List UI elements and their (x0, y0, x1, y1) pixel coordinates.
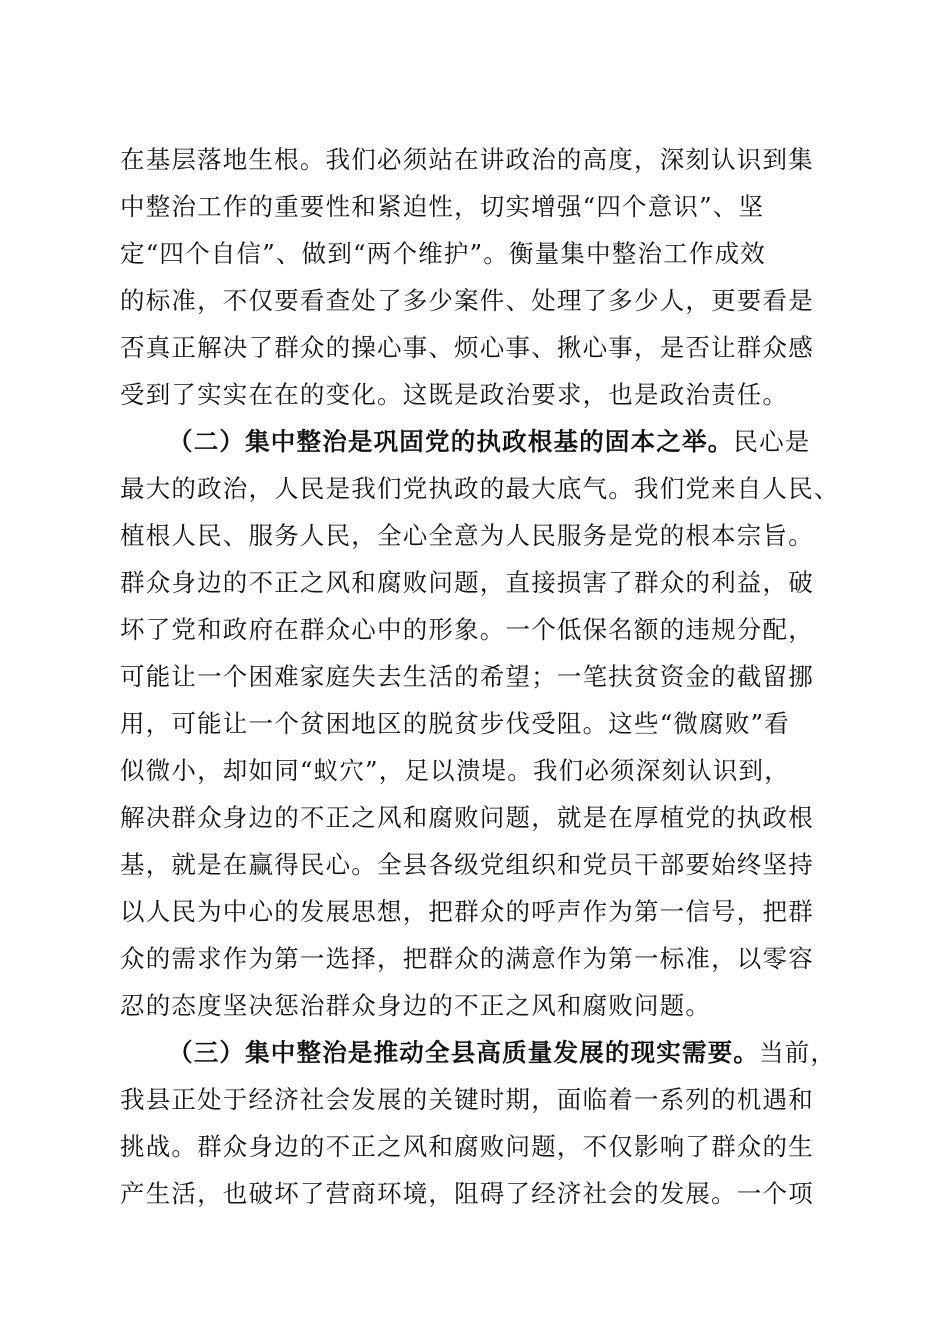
text-line: 似微小，却如同“蚁穴”，足以溃堤。我们必须深刻认识到， (120, 756, 790, 785)
text-line: 植根人民、服务人民，全心全意为人民服务是党的根本宗旨。 (120, 521, 814, 550)
text-line: 在基层落地生根。我们必须站在讲政治的高度，深刻认识到集 (120, 145, 814, 174)
text-line: 的标准，不仅要看查处了多少案件、处理了多少人，更要看是 (120, 286, 814, 315)
text-run: 当前， (759, 1038, 837, 1067)
text-line: 忍的态度坚决惩治群众身边的不正之风和腐败问题。 (120, 991, 712, 1020)
text-line: 可能让一个困难家庭失去生活的希望；一笔扶贫资金的截留挪 (120, 662, 814, 691)
text-line: 中整治工作的重要性和紧迫性，切实增强“四个意识”、坚 (120, 192, 765, 221)
text-line: 众的需求作为第一选择，把群众的满意作为第一标准，以零容 (120, 944, 814, 973)
text-line: 基，就是在赢得民心。全县各级党组织和党员干部要始终坚持 (120, 850, 814, 879)
text-line: 以人民为中心的发展思想，把群众的呼声作为第一信号，把群 (120, 897, 814, 926)
text-line: 我县正处于经济社会发展的关键时期，面临着一系列的机遇和 (120, 1085, 814, 1114)
text-line: 挑战。群众身边的不正之风和腐败问题，不仅影响了群众的生 (120, 1132, 814, 1161)
text-line: 用，可能让一个贫困地区的脱贫步伐受阻。这些“微腐败”看 (120, 709, 790, 738)
text-line: 定“四个自信”、做到“两个维护”。衡量集中整治工作成效 (120, 239, 766, 268)
text-line: 最大的政治，人民是我们党执政的最大底气。我们党来自人民、 (120, 474, 840, 503)
section-heading: （二）集中整治是巩固党的执政根基的固本之举。 (168, 427, 734, 456)
text-run: 民心是 (733, 427, 811, 456)
text-line: 否真正解决了群众的操心事、烦心事、揪心事，是否让群众感 (120, 333, 814, 362)
text-line: 产生活，也破坏了营商环境，阻碍了经济社会的发展。一个项 (120, 1179, 814, 1208)
section-heading-line (168, 1033, 836, 1073)
section-heading: （三）集中整治是推动全县高质量发展的现实需要。 (168, 1038, 760, 1067)
text-line: 解决群众身边的不正之风和腐败问题，就是在厚植党的执政根 (120, 803, 814, 832)
text-line: 受到了实实在在的变化。这既是政治要求，也是政治责任。 (120, 380, 789, 409)
text-line: 群众身边的不正之风和腐败问题，直接损害了群众的利益，破 (120, 568, 814, 597)
text-line: 坏了党和政府在群众心中的形象。一个低保名额的违规分配， (120, 615, 814, 644)
section-heading-line (168, 422, 811, 462)
